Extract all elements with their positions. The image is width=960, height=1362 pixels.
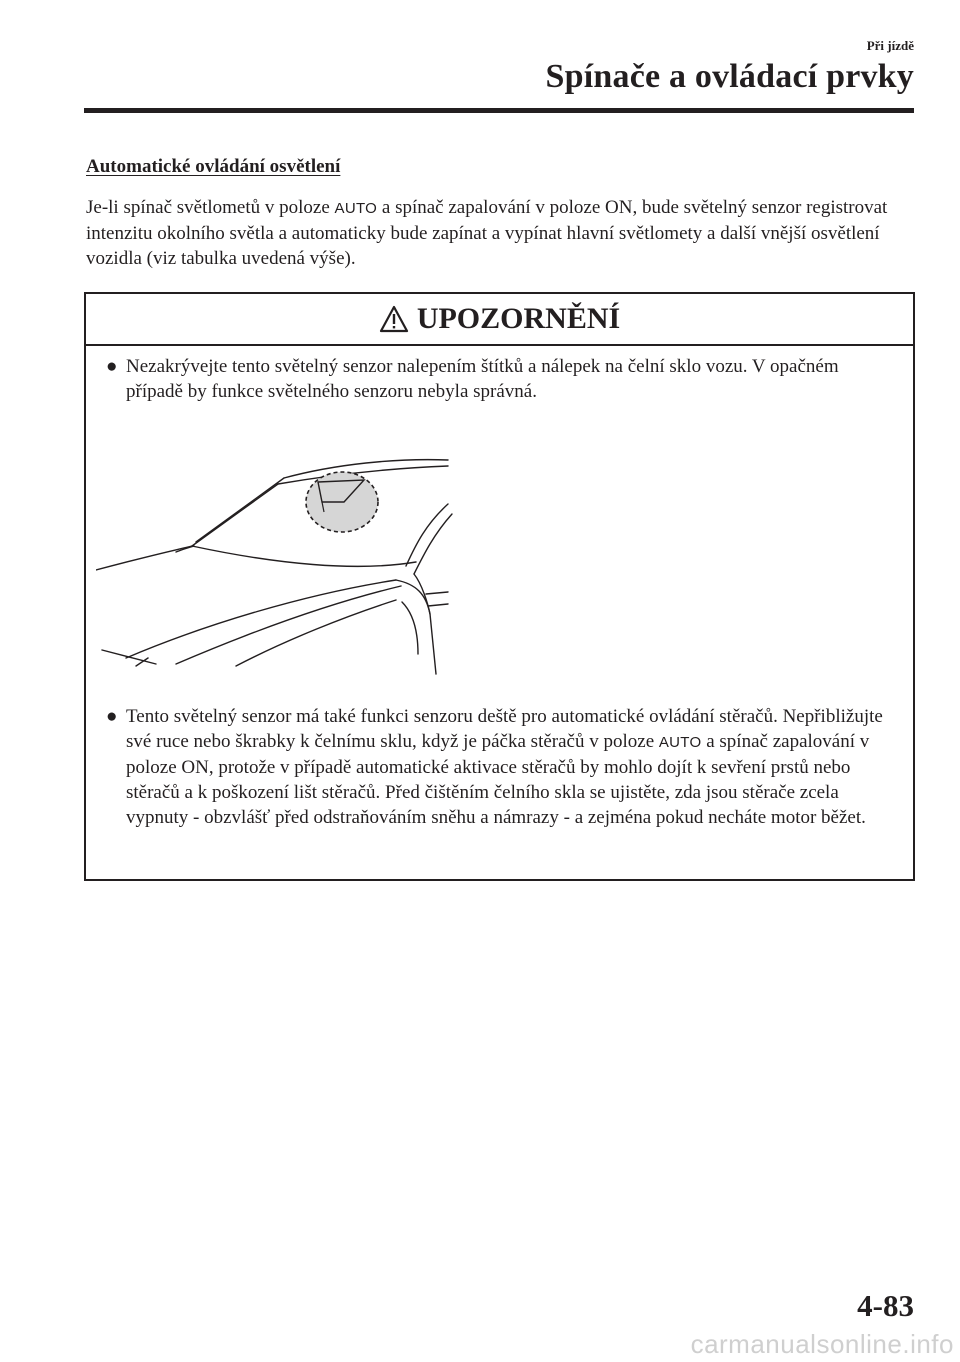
intro-paragraph — [86, 195, 916, 271]
header-rule — [84, 108, 914, 113]
auto-label: AUTO — [334, 200, 378, 217]
bullet-dot: ● — [106, 706, 118, 727]
bullet-dot: ● — [106, 356, 118, 377]
warning-bullet-1 — [106, 354, 896, 404]
intro-text-1: Je-li spínač světlometů v poloze — [86, 197, 335, 218]
watermark: carmanualsonline.info — [690, 1329, 954, 1359]
bullet-2-text-1: Tento světelný senzor má také funkci senzoru deště pro automatické ovládání stěračů. Nepřibližujte své ruce nebo škrabky k čelnímu sklu, když je páčka stěračů v poloze — [126, 706, 883, 752]
auto-label: AUTO — [658, 734, 702, 751]
header-chapter: Při jízdě — [866, 38, 914, 53]
windshield-sensor-illustration — [96, 444, 456, 684]
bullet-1-text: Nezakrývejte tento světelný senzor nalepením štítků a nálepek na čelní sklo vozu. V opačném případě by funkce světelného senzoru nebyla správná. — [126, 356, 839, 402]
section-heading: Automatické ovládání osvětlení — [86, 156, 341, 177]
intro-text-2: a spínač zapalování v poloze ON, bude světelný senzor registrovat intenzitu okolního světla a automaticky bude zapínat a vypínat hlavní světlomety a další vnější osvětlení vozidla (viz tabulka uvedená výše). — [86, 197, 888, 269]
bullet-2-text-2: a spínač zapalování v poloze ON, protože v případě automatické aktivace stěračů by mohlo dojít k sevření prstů nebo stěračů a k poškození lišt stěračů. Před čištěním čelního skla se ujistěte, zda jsou stěrače zcela vypnuty - obzvlášť před odstraňováním sněhu a námrazy - a zejména pokud necháte motor běžet. — [126, 731, 870, 828]
warning-triangle-icon — [379, 305, 409, 333]
page-title: Spínače a ovládací prvky — [545, 58, 914, 95]
warning-title-bar — [86, 294, 913, 346]
bullet-2-text — [106, 704, 896, 830]
warning-title: UPOZORNĚNÍ — [416, 302, 621, 335]
warning-box — [84, 292, 915, 881]
page-number: 4-83 — [857, 1288, 914, 1323]
warning-bullet-2 — [106, 704, 896, 830]
